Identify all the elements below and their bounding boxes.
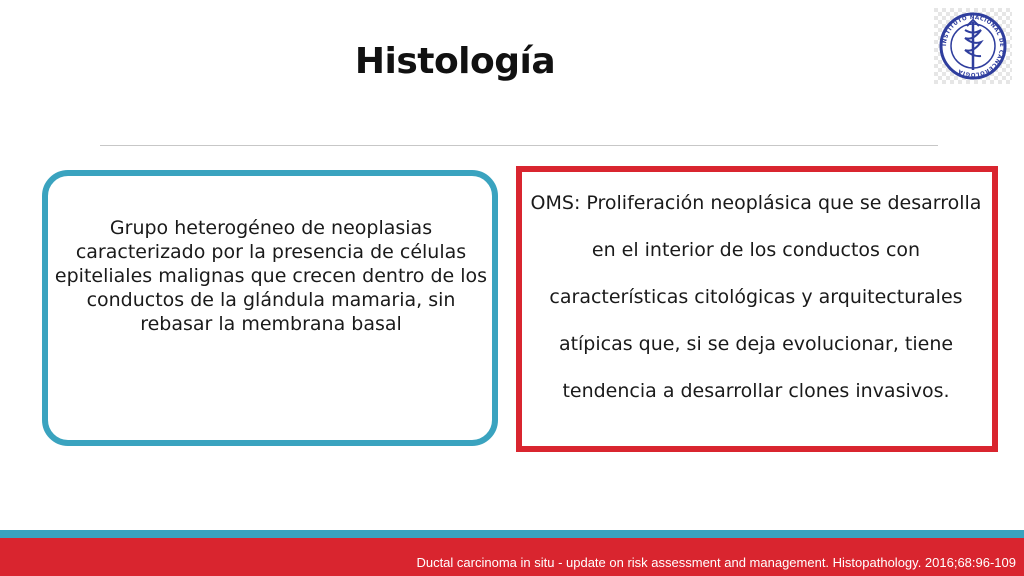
footer-bar-blue — [0, 530, 1024, 538]
institution-logo — [934, 8, 1012, 84]
institution-logo-icon — [934, 8, 1012, 84]
slide-title: Histología — [354, 41, 556, 82]
footer-citation: Ductal carcinoma in situ - update on risk assessment and management. Histopathology. 2016;68:96-109 — [416, 555, 1016, 570]
svg-text:INSTITUTO NACIONAL DE CANCEROL: INSTITUTO NACIONAL DE CANCEROLOGÍA — [941, 14, 1005, 78]
definition-text-left: Grupo heterogéneo de neoplasias caracterizado por la presencia de células epiteliales malignas que crecen dentro de los conductos de la glándula mamaria, sin rebasar la membrana basal — [54, 217, 488, 335]
title-divider — [100, 145, 938, 146]
definition-text-right: OMS: Proliferación neoplásica que se desarrolla en el interior de los conductos con características citológicas y arquitecturales atípicas que, si se deja evolucionar, tiene tendencia a desarrollar clones invasivos. — [530, 192, 982, 402]
